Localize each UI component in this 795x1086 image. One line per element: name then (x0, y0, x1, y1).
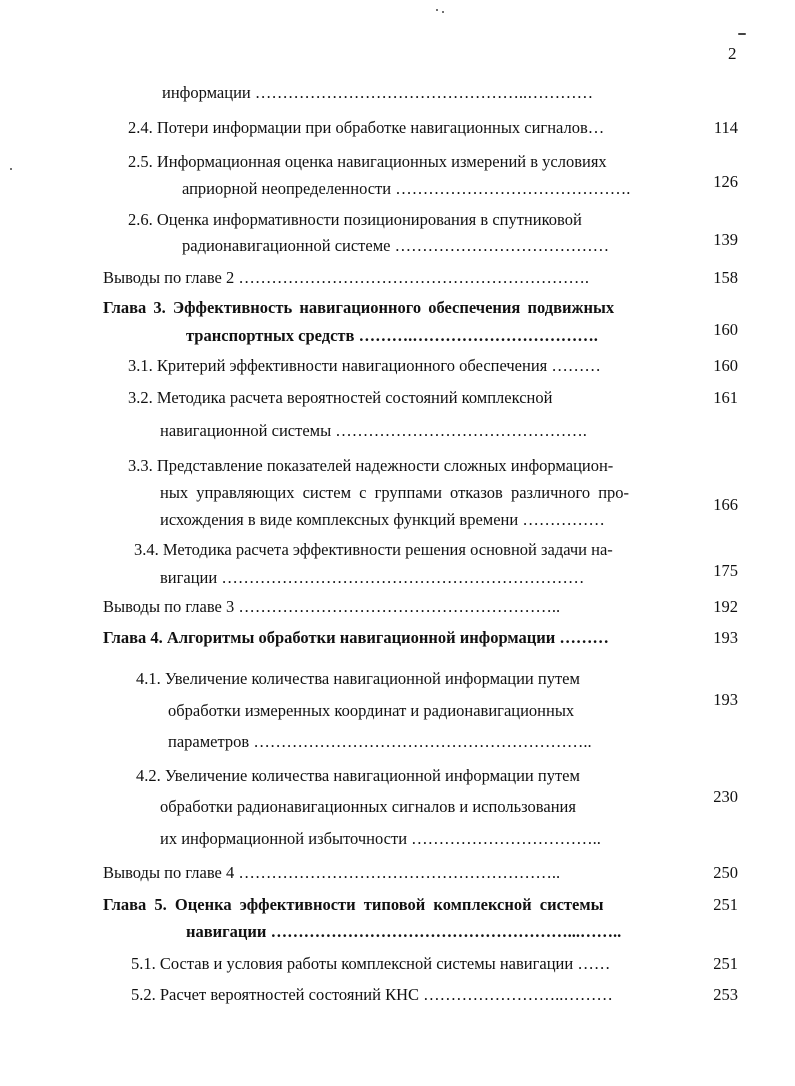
toc-line: ных управляющих систем с группами отказов различного про- (160, 483, 630, 502)
page-ref: 230 (713, 787, 738, 806)
scan-speck (10, 168, 12, 170)
page-ref: 193 (713, 690, 738, 709)
page-ref: 160 (713, 356, 738, 375)
page-number: 2 (728, 44, 737, 63)
page-ref: 158 (713, 268, 738, 287)
toc-entry-4-1: 4.1. Увеличение количества навигационной информации путем (136, 669, 580, 688)
toc-entry-3-1: 3.1. Критерий эффективности навигационного обеспечения ……… (128, 356, 601, 375)
toc-conclusions-2: Выводы по главе 2 ………………………………………………………. (103, 268, 589, 287)
toc-chapter-5: Глава 5. Оценка эффективности типовой комплексной системы (103, 895, 604, 914)
toc-line: априорной неопределенности ……………………………………. (182, 179, 631, 198)
toc-entry-5-1: 5.1. Состав и условия работы комплексной системы навигации …… (131, 954, 611, 973)
toc-line: навигационной системы ………………………………………. (160, 421, 587, 440)
page-ref: 114 (713, 118, 738, 137)
toc-line: информации …………………………………………..………… (162, 83, 594, 102)
page-ref: 251 (713, 895, 738, 914)
toc-line: обработки измеренных координат и радионавигационных (168, 701, 575, 720)
toc-conclusions-3: Выводы по главе 3 ………………………………………………….. (103, 597, 561, 616)
scan-speck (442, 11, 444, 13)
page-ref: 126 (713, 172, 738, 191)
toc-entry-3-4: 3.4. Методика расчета эффективности решения основной задачи на- (134, 540, 613, 559)
page-ref: 250 (713, 863, 738, 882)
toc-entry-5-2: 5.2. Расчет вероятностей состояний КНС ……………………..……… (131, 985, 613, 1004)
page-ref: 139 (713, 230, 738, 249)
toc-entry-2-5: 2.5. Информационная оценка навигационных измерений в условиях (128, 152, 607, 171)
toc-line: радионавигационной системе ………………………………… (182, 236, 610, 255)
page-ref: 253 (713, 985, 738, 1004)
toc-line: навигации ………………………………………………...…….. (186, 922, 622, 941)
scan-speck (436, 9, 438, 11)
page-ref: 161 (713, 388, 738, 407)
page-ref: 160 (713, 320, 738, 339)
page-ref: 192 (713, 597, 738, 616)
page-ref: 251 (713, 954, 738, 973)
toc-line: параметров …………………………………………………….. (168, 732, 592, 751)
page-ref: 166 (713, 495, 738, 514)
toc-entry-4-2: 4.2. Увеличение количества навигационной информации путем (136, 766, 580, 785)
toc-entry-2-6: 2.6. Оценка информативности позиционирования в спутниковой (128, 210, 582, 229)
toc-chapter-4: Глава 4. Алгоритмы обработки навигационной информации ……… (103, 628, 609, 647)
toc-chapter-3: Глава 3. Эффективность навигационного обеспечения подвижных (103, 298, 615, 317)
toc-entry-3-2: 3.2. Методика расчета вероятностей состояний комплексной (128, 388, 553, 407)
toc-line: транспортных средств ……….……………………………. (186, 326, 598, 345)
toc-line: исхождения в виде комплексных функций времени …………… (160, 510, 605, 529)
toc-entry-2-4: 2.4. Потери информации при обработке навигационных сигналов… (128, 118, 605, 137)
toc-conclusions-4: Выводы по главе 4 ………………………………………………….. (103, 863, 561, 882)
toc-entry-3-3: 3.3. Представление показателей надежности сложных информацион- (128, 456, 614, 475)
toc-line: обработки радионавигационных сигналов и использования (160, 797, 576, 816)
page-ref: 193 (713, 628, 738, 647)
toc-line: их информационной избыточности …………………………….. (160, 829, 601, 848)
toc-line: вигации ………………………………………………………… (160, 568, 585, 587)
page-ref: 175 (713, 561, 738, 580)
scan-speck (738, 33, 746, 35)
